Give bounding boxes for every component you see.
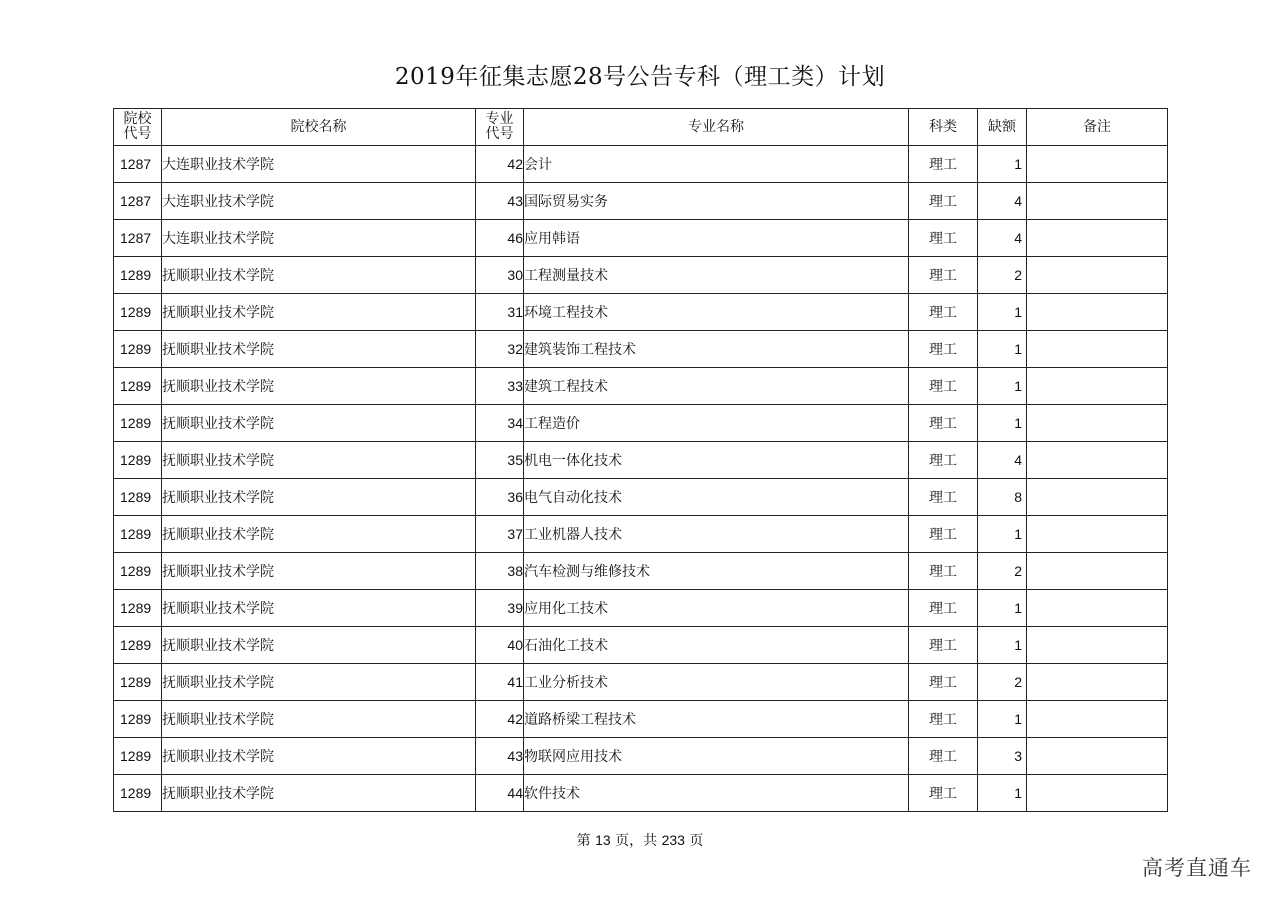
- cell-remarks: [1027, 257, 1168, 294]
- table-row: [114, 146, 1168, 183]
- cell-school-code: 1289: [114, 627, 162, 664]
- cell-major-name: 道路桥梁工程技术: [524, 701, 909, 738]
- cell-quota: 4: [978, 183, 1027, 220]
- cell-quota: 1: [978, 294, 1027, 331]
- cell-remarks: [1027, 479, 1168, 516]
- table-row: [114, 331, 1168, 368]
- cell-category: 理工: [909, 627, 978, 664]
- cell-category: 理工: [909, 331, 978, 368]
- cell-remarks: [1027, 701, 1168, 738]
- cell-school-code: 1289: [114, 331, 162, 368]
- cell-major-name: 应用化工技术: [524, 590, 909, 627]
- cell-category: 理工: [909, 220, 978, 257]
- cell-quota: 1: [978, 368, 1027, 405]
- cell-category: 理工: [909, 701, 978, 738]
- footer-middle: 页，共: [610, 833, 662, 849]
- cell-remarks: [1027, 368, 1168, 405]
- cell-remarks: [1027, 183, 1168, 220]
- header-quota: 缺额: [978, 109, 1027, 146]
- cell-school-name: 抚顺职业技术学院: [162, 331, 476, 368]
- cell-school-code: 1289: [114, 775, 162, 812]
- table-row: [114, 590, 1168, 627]
- cell-school-code: 1287: [114, 183, 162, 220]
- footer-suffix: 页: [684, 833, 704, 849]
- table-row: [114, 516, 1168, 553]
- cell-major-code: 43: [476, 738, 524, 775]
- cell-school-code: 1289: [114, 664, 162, 701]
- cell-major-code: 42: [476, 146, 524, 183]
- cell-category: 理工: [909, 368, 978, 405]
- cell-major-name: 工程测量技术: [524, 257, 909, 294]
- cell-remarks: [1027, 775, 1168, 812]
- cell-school-name: 抚顺职业技术学院: [162, 590, 476, 627]
- footer-prefix: 第: [576, 833, 596, 849]
- header-remarks: 备注: [1027, 109, 1168, 146]
- cell-major-name: 物联网应用技术: [524, 738, 909, 775]
- cell-quota: 1: [978, 146, 1027, 183]
- cell-major-code: 41: [476, 664, 524, 701]
- cell-school-name: 抚顺职业技术学院: [162, 516, 476, 553]
- table-row: [114, 775, 1168, 812]
- cell-school-name: 抚顺职业技术学院: [162, 738, 476, 775]
- cell-school-name: 抚顺职业技术学院: [162, 627, 476, 664]
- cell-remarks: [1027, 405, 1168, 442]
- cell-school-name: 抚顺职业技术学院: [162, 664, 476, 701]
- page-footer: [0, 830, 1280, 850]
- cell-major-code: 44: [476, 775, 524, 812]
- table-row: [114, 183, 1168, 220]
- table-row: [114, 442, 1168, 479]
- cell-school-code: 1289: [114, 479, 162, 516]
- header-major-code: 专业 代号: [476, 109, 524, 146]
- table-row: [114, 553, 1168, 590]
- cell-major-code: 43: [476, 183, 524, 220]
- cell-school-code: 1289: [114, 701, 162, 738]
- cell-remarks: [1027, 738, 1168, 775]
- table-row: [114, 368, 1168, 405]
- cell-category: 理工: [909, 738, 978, 775]
- cell-major-name: 工程造价: [524, 405, 909, 442]
- cell-quota: 8: [978, 479, 1027, 516]
- table-row: [114, 405, 1168, 442]
- cell-school-code: 1289: [114, 442, 162, 479]
- cell-category: 理工: [909, 146, 978, 183]
- cell-quota: 4: [978, 220, 1027, 257]
- cell-school-name: 抚顺职业技术学院: [162, 553, 476, 590]
- cell-quota: 1: [978, 590, 1027, 627]
- header-major-name: 专业名称: [524, 109, 909, 146]
- cell-school-code: 1289: [114, 257, 162, 294]
- cell-school-code: 1289: [114, 590, 162, 627]
- cell-remarks: [1027, 294, 1168, 331]
- cell-quota: 1: [978, 627, 1027, 664]
- cell-major-code: 33: [476, 368, 524, 405]
- cell-category: 理工: [909, 590, 978, 627]
- cell-school-code: 1289: [114, 368, 162, 405]
- footer-page-number: 13: [595, 832, 611, 848]
- cell-major-name: 汽车检测与维修技术: [524, 553, 909, 590]
- table-row: [114, 294, 1168, 331]
- cell-school-name: 大连职业技术学院: [162, 146, 476, 183]
- cell-major-name: 电气自动化技术: [524, 479, 909, 516]
- cell-major-code: 32: [476, 331, 524, 368]
- cell-remarks: [1027, 220, 1168, 257]
- cell-school-code: 1289: [114, 738, 162, 775]
- page-title: 2019年征集志愿28号公告专科（理工类）计划: [394, 64, 886, 90]
- cell-major-code: 36: [476, 479, 524, 516]
- header-category: 科类: [909, 109, 978, 146]
- plan-table: [113, 108, 1168, 812]
- cell-school-code: 1289: [114, 553, 162, 590]
- cell-school-name: 抚顺职业技术学院: [162, 257, 476, 294]
- cell-major-code: 46: [476, 220, 524, 257]
- cell-major-name: 工业机器人技术: [524, 516, 909, 553]
- cell-category: 理工: [909, 553, 978, 590]
- cell-school-name: 抚顺职业技术学院: [162, 479, 476, 516]
- table-row: [114, 701, 1168, 738]
- cell-school-code: 1289: [114, 294, 162, 331]
- cell-school-name: 抚顺职业技术学院: [162, 701, 476, 738]
- cell-category: 理工: [909, 516, 978, 553]
- header-school-name: 院校名称: [162, 109, 476, 146]
- header-school-code: 院校 代号: [114, 109, 162, 146]
- cell-major-code: 34: [476, 405, 524, 442]
- cell-school-name: 大连职业技术学院: [162, 220, 476, 257]
- table-row: [114, 479, 1168, 516]
- cell-remarks: [1027, 516, 1168, 553]
- cell-school-name: 抚顺职业技术学院: [162, 294, 476, 331]
- cell-school-code: 1289: [114, 516, 162, 553]
- cell-major-name: 工业分析技术: [524, 664, 909, 701]
- table-row: [114, 220, 1168, 257]
- cell-major-name: 石油化工技术: [524, 627, 909, 664]
- cell-quota: 1: [978, 701, 1027, 738]
- cell-school-code: 1287: [114, 146, 162, 183]
- cell-major-code: 35: [476, 442, 524, 479]
- cell-major-name: 建筑装饰工程技术: [524, 331, 909, 368]
- cell-major-name: 建筑工程技术: [524, 368, 909, 405]
- table-row: [114, 738, 1168, 775]
- cell-remarks: [1027, 627, 1168, 664]
- cell-category: 理工: [909, 183, 978, 220]
- cell-remarks: [1027, 590, 1168, 627]
- cell-major-code: 40: [476, 627, 524, 664]
- cell-school-name: 抚顺职业技术学院: [162, 368, 476, 405]
- cell-remarks: [1027, 442, 1168, 479]
- cell-school-name: 大连职业技术学院: [162, 183, 476, 220]
- cell-major-name: 应用韩语: [524, 220, 909, 257]
- cell-major-code: 31: [476, 294, 524, 331]
- cell-major-name: 会计: [524, 146, 909, 183]
- cell-school-name: 抚顺职业技术学院: [162, 775, 476, 812]
- cell-quota: 1: [978, 516, 1027, 553]
- cell-major-name: 国际贸易实务: [524, 183, 909, 220]
- cell-remarks: [1027, 146, 1168, 183]
- cell-major-name: 环境工程技术: [524, 294, 909, 331]
- cell-category: 理工: [909, 405, 978, 442]
- cell-category: 理工: [909, 442, 978, 479]
- cell-quota: 3: [978, 738, 1027, 775]
- cell-remarks: [1027, 553, 1168, 590]
- cell-category: 理工: [909, 294, 978, 331]
- table-row: [114, 627, 1168, 664]
- cell-quota: 1: [978, 405, 1027, 442]
- cell-school-name: 抚顺职业技术学院: [162, 405, 476, 442]
- footer-total-pages: 233: [661, 832, 685, 848]
- cell-quota: 2: [978, 553, 1027, 590]
- cell-category: 理工: [909, 775, 978, 812]
- cell-remarks: [1027, 331, 1168, 368]
- cell-quota: 1: [978, 775, 1027, 812]
- cell-major-code: 30: [476, 257, 524, 294]
- cell-category: 理工: [909, 257, 978, 294]
- table-row: [114, 664, 1168, 701]
- cell-school-code: 1289: [114, 405, 162, 442]
- cell-school-name: 抚顺职业技术学院: [162, 442, 476, 479]
- cell-major-code: 42: [476, 701, 524, 738]
- cell-major-name: 软件技术: [524, 775, 909, 812]
- watermark: 高考直通车: [1142, 856, 1252, 880]
- cell-remarks: [1027, 664, 1168, 701]
- cell-major-code: 38: [476, 553, 524, 590]
- table-row: [114, 257, 1168, 294]
- cell-quota: 1: [978, 331, 1027, 368]
- cell-category: 理工: [909, 479, 978, 516]
- cell-school-code: 1287: [114, 220, 162, 257]
- cell-major-code: 37: [476, 516, 524, 553]
- cell-major-code: 39: [476, 590, 524, 627]
- cell-category: 理工: [909, 664, 978, 701]
- header-row: [114, 109, 1168, 146]
- cell-quota: 4: [978, 442, 1027, 479]
- cell-quota: 2: [978, 664, 1027, 701]
- cell-major-name: 机电一体化技术: [524, 442, 909, 479]
- cell-quota: 2: [978, 257, 1027, 294]
